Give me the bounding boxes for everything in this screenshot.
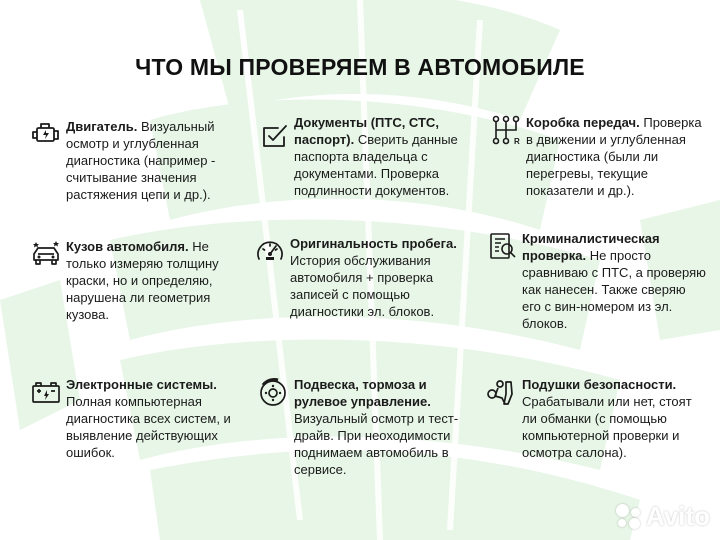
avito-watermark <box>616 501 710 532</box>
gearbox-heading: Коробка передач. <box>526 115 640 130</box>
forensic-description: Не просто сравниваю с ПТС, а проверяю как нанесен. Также сверяю его с вин-номером из эл. блоков. <box>522 248 706 331</box>
suspension-description: Визуальный осмотр и тест-драйв. При неоходимости поднимаем автомобиль в сервисе. <box>294 411 459 477</box>
engine-description: Визуальный осмотр и углубленная диагностика (например - считывание значения растяжения цепи и др.). <box>66 119 216 202</box>
battery-icon <box>30 376 62 408</box>
car-body-icon <box>30 238 62 270</box>
electronics-description: Полная компьютерная диагностика всех систем, и выявление действующих ошибок. <box>66 394 231 460</box>
airbag-icon <box>486 376 518 408</box>
body-description: Не только измеряю толщину краски, но и определяю, нарушена ли геометрия кузова. <box>66 239 219 322</box>
check-item-engine <box>30 118 240 203</box>
check-item-body <box>30 238 245 323</box>
airbags-heading: Подушки безопасности. <box>522 377 677 392</box>
suspension-heading: Подвеска, тормоза и рулевое управление. <box>294 377 431 409</box>
check-item-airbags <box>486 376 708 461</box>
brake-disc-icon <box>258 376 290 408</box>
check-item-suspension <box>258 376 480 478</box>
check-item-forensic <box>486 230 706 332</box>
gearbox-description: Проверка в движении и углубленная диагностика (были ли перегревы, текущие показатели и др.). <box>526 115 702 198</box>
check-item-documents <box>258 114 473 199</box>
odometer-icon <box>254 235 286 267</box>
forensic-report-icon <box>486 230 518 262</box>
airbags-description: Срабатывали или нет, стоят ли обманки (с помощью компьютерной проверки и осмотра салона). <box>522 394 692 460</box>
svg-text:R: R <box>514 137 520 146</box>
mileage-description: История обслуживания автомобиля + проверка записей с помощью диагностики эл. блоков. <box>290 253 435 319</box>
check-item-mileage <box>254 235 476 320</box>
document-check-icon <box>258 120 290 152</box>
page-title: ЧТО МЫ ПРОВЕРЯЕМ В АВТОМОБИЛЕ <box>135 54 585 80</box>
electronics-heading: Электронные системы. <box>66 377 217 392</box>
documents-heading: Документы (ПТС, СТС, паспорт). <box>294 115 439 147</box>
engine-icon <box>30 118 62 150</box>
mileage-heading: Оригинальность пробега. <box>290 236 457 251</box>
body-heading: Кузов автомобиля. <box>66 239 189 254</box>
check-item-gearbox <box>490 114 705 199</box>
documents-description: Сверить данные паспорта владельца с документами. Проверка подлинности документов. <box>294 132 458 198</box>
check-item-electronics <box>30 376 252 461</box>
forensic-heading: Криминалистическая проверка. <box>522 231 660 263</box>
avito-logo-icon <box>616 504 642 530</box>
gearbox-icon <box>490 114 522 146</box>
avito-wordmark: Avito <box>645 501 710 531</box>
engine-heading: Двигатель. <box>66 119 138 134</box>
